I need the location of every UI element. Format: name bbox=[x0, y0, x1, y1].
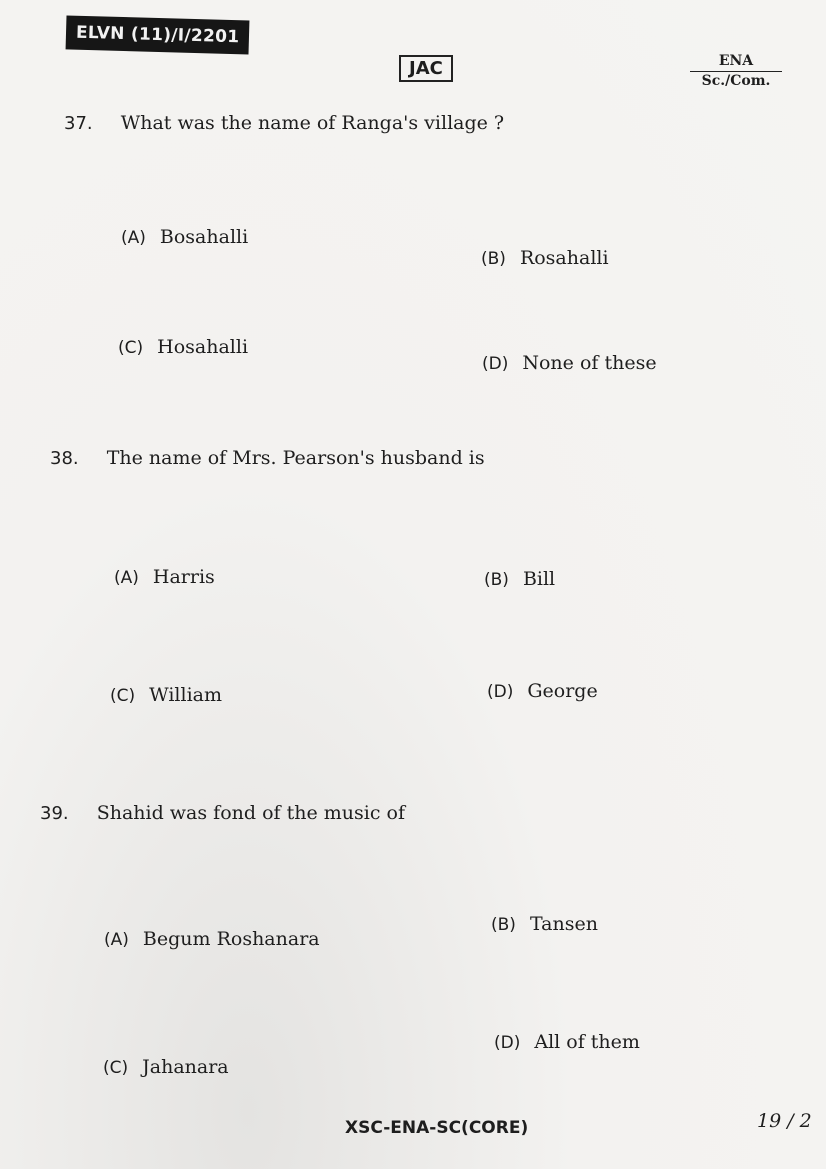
option-39-b bbox=[491, 913, 598, 935]
question-38 bbox=[50, 447, 485, 469]
option-38-b bbox=[484, 568, 555, 590]
option-letter: (D) bbox=[487, 682, 514, 702]
option-letter: (C) bbox=[110, 686, 136, 706]
option-39-d bbox=[494, 1031, 640, 1053]
option-letter: (A) bbox=[121, 228, 146, 248]
question-text: What was the name of Ranga's village ? bbox=[120, 112, 505, 134]
option-letter: (C) bbox=[103, 1058, 129, 1078]
question-number: 38. bbox=[50, 448, 79, 469]
question-number: 39. bbox=[40, 803, 69, 824]
option-letter: (B) bbox=[484, 570, 509, 590]
option-38-c bbox=[110, 684, 222, 706]
question-39 bbox=[40, 802, 405, 824]
option-text: Harris bbox=[152, 566, 215, 588]
option-39-c bbox=[103, 1056, 229, 1078]
option-38-d bbox=[487, 680, 598, 702]
option-38-a bbox=[114, 566, 215, 588]
option-letter: (A) bbox=[104, 930, 129, 950]
option-text: All of them bbox=[534, 1031, 640, 1053]
option-text: Rosahalli bbox=[519, 247, 609, 269]
option-37-b bbox=[481, 247, 609, 269]
board-label: JAC bbox=[399, 55, 453, 82]
option-text: Tansen bbox=[529, 913, 598, 935]
option-text: Hosahalli bbox=[157, 336, 249, 358]
page-number: 19 / 2 bbox=[757, 1110, 812, 1132]
question-number: 37. bbox=[64, 113, 93, 134]
option-text: William bbox=[149, 684, 222, 706]
option-37-a bbox=[121, 226, 248, 248]
option-letter: (D) bbox=[494, 1033, 521, 1053]
subject-top: ENA bbox=[690, 53, 782, 72]
footer-code: XSC-ENA-SC(CORE) bbox=[345, 1118, 529, 1138]
subject-bottom: Sc./Com. bbox=[701, 73, 771, 89]
option-letter: (A) bbox=[114, 568, 139, 588]
paper-code-label: ELVN (11)/I/2201 bbox=[66, 15, 250, 54]
option-text: Jahanara bbox=[142, 1056, 229, 1078]
option-37-c bbox=[118, 336, 248, 358]
option-text: Begum Roshanara bbox=[142, 928, 320, 950]
question-text: Shahid was fond of the music of bbox=[96, 802, 405, 824]
option-text: George bbox=[527, 680, 598, 702]
option-37-d bbox=[482, 352, 657, 374]
option-text: Bosahalli bbox=[159, 226, 249, 248]
subject-label bbox=[690, 53, 782, 90]
option-letter: (B) bbox=[481, 249, 506, 269]
option-39-a bbox=[104, 928, 320, 950]
question-37 bbox=[64, 112, 504, 134]
option-text: None of these bbox=[522, 352, 657, 374]
option-letter: (D) bbox=[482, 354, 509, 374]
option-text: Bill bbox=[522, 568, 556, 590]
question-text: The name of Mrs. Pearson's husband is bbox=[106, 447, 485, 469]
option-letter: (C) bbox=[118, 338, 144, 358]
option-letter: (B) bbox=[491, 915, 516, 935]
